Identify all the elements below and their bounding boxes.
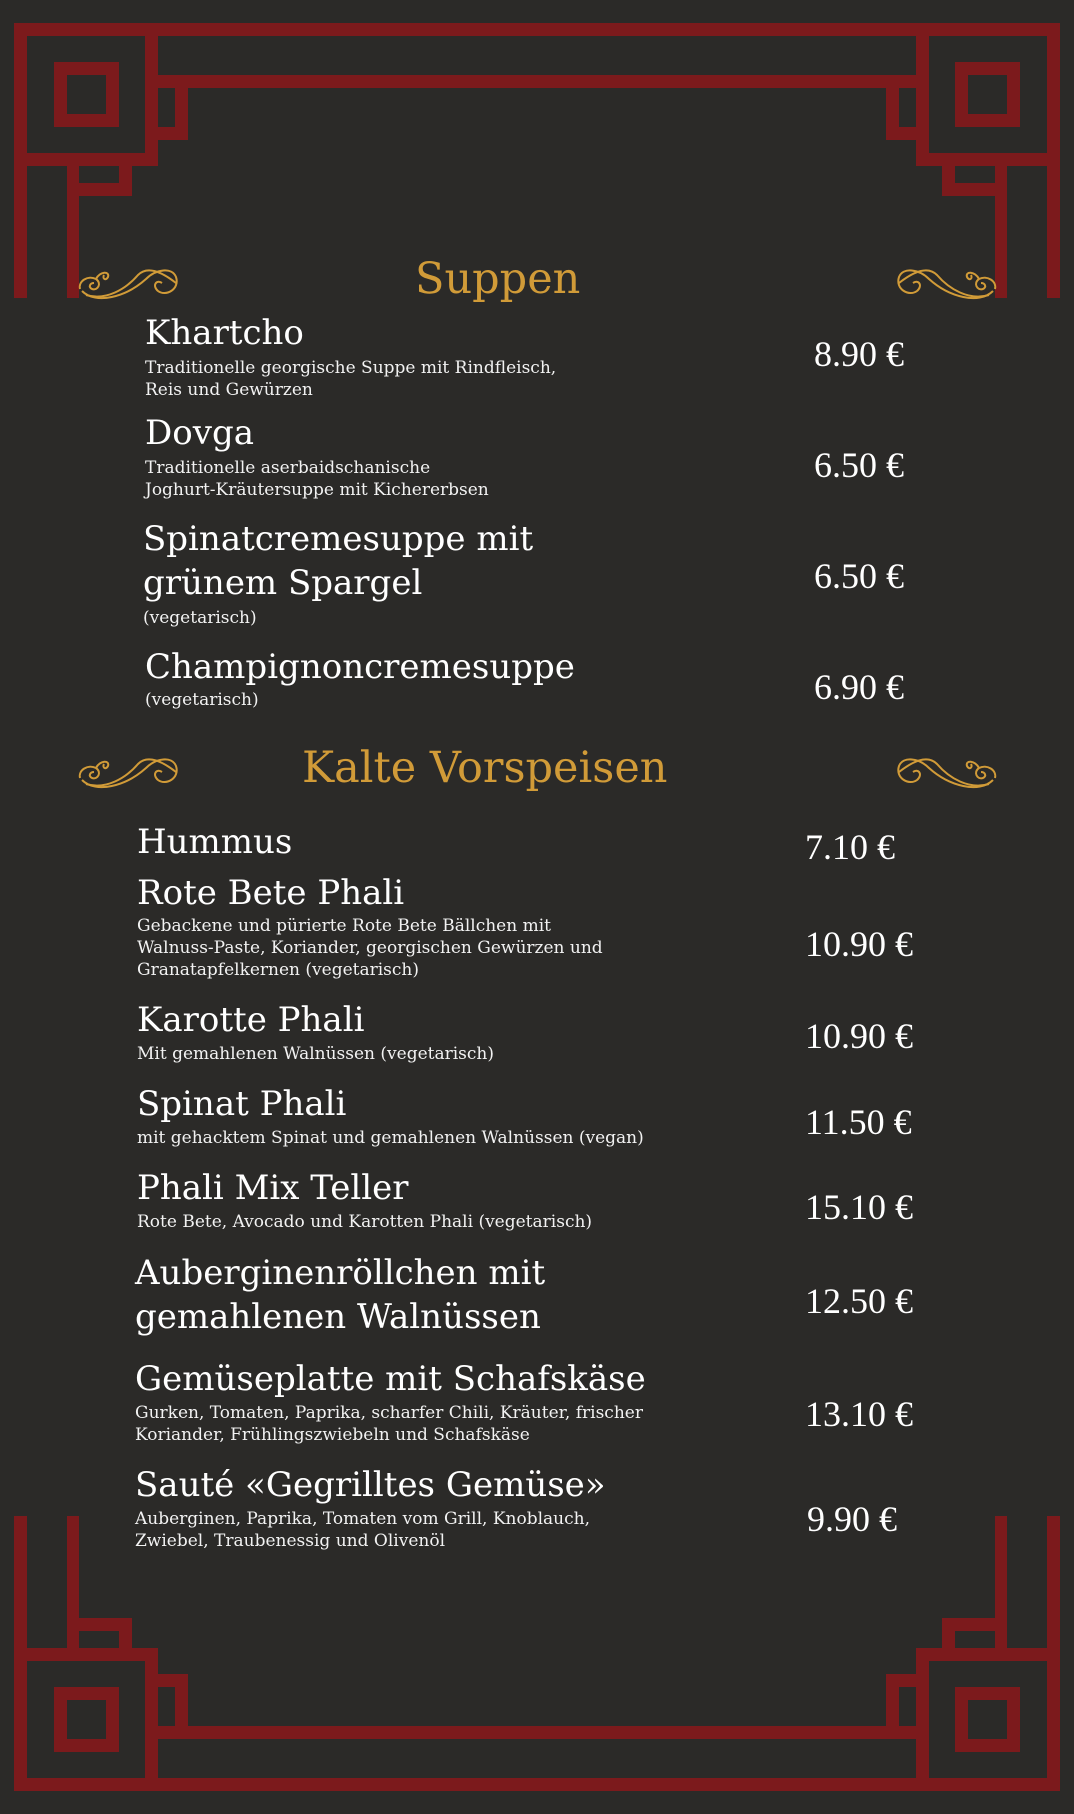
item-price: 10.90 €	[805, 924, 913, 964]
item-price: 15.10 €	[805, 1187, 913, 1227]
item-description: Granatapfelkernen (vegetarisch)	[137, 960, 420, 980]
item-price: 10.90 €	[805, 1016, 913, 1056]
item-name: Champignoncremesuppe	[145, 647, 575, 687]
item-name: Spinat Phali	[137, 1084, 347, 1124]
item-price: 12.50 €	[805, 1281, 913, 1321]
item-price: 9.90 €	[807, 1499, 897, 1539]
item-description: mit gehacktem Spinat und gemahlenen Walnüssen (vegan)	[137, 1128, 644, 1148]
item-description: Gurken, Tomaten, Paprika, scharfer Chili, Kräuter, frischer	[135, 1403, 643, 1423]
item-price: 7.10 €	[805, 827, 895, 867]
item-description: Rote Bete, Avocado und Karotten Phali (vegetarisch)	[137, 1212, 593, 1232]
swirl-ornament-icon	[76, 261, 182, 305]
item-description: Auberginen, Paprika, Tomaten vom Grill, Knoblauch,	[135, 1509, 590, 1529]
item-description: Gebackene und pürierte Rote Bete Bällchen mit	[137, 916, 551, 936]
item-price: 11.50 €	[805, 1102, 912, 1142]
item-name: Phali Mix Teller	[137, 1168, 409, 1208]
item-name: Gemüseplatte mit Schafskäse	[135, 1359, 646, 1399]
item-name: gemahlenen Walnüssen	[135, 1297, 541, 1337]
item-name: Rote Bete Phali	[137, 873, 405, 913]
item-description: Zwiebel, Traubenessig und Olivenöl	[135, 1531, 446, 1551]
item-name: Khartcho	[145, 313, 304, 353]
section-title-suppen: Suppen	[415, 254, 581, 304]
item-name: grünem Spargel	[143, 563, 423, 603]
item-price: 6.50 €	[814, 445, 904, 485]
item-price: 13.10 €	[805, 1394, 913, 1434]
section-title-kalte-vorspeisen: Kalte Vorspeisen	[302, 743, 668, 793]
item-description: (vegetarisch)	[145, 690, 259, 710]
item-price: 6.50 €	[814, 556, 904, 596]
item-description: Joghurt-Kräutersuppe mit Kichererbsen	[145, 480, 489, 500]
item-price: 8.90 €	[814, 334, 904, 374]
item-description: Mit gemahlenen Walnüssen (vegetarisch)	[137, 1044, 495, 1064]
swirl-ornament-icon	[893, 261, 999, 305]
item-name: Hummus	[137, 822, 293, 862]
item-description: (vegetarisch)	[143, 608, 257, 628]
item-description: Traditionelle georgische Suppe mit Rindfleisch,	[145, 358, 557, 378]
item-description: Reis und Gewürzen	[145, 380, 313, 400]
item-price: 6.90 €	[814, 667, 904, 707]
item-description: Traditionelle aserbaidschanische	[145, 458, 431, 478]
item-name: Auberginenröllchen mit	[135, 1253, 546, 1293]
item-description: Walnuss-Paste, Koriander, georgischen Gewürzen und	[137, 938, 603, 958]
item-name: Karotte Phali	[137, 1000, 365, 1040]
item-description: Koriander, Frühlingszwiebeln und Schafskäse	[135, 1425, 530, 1445]
item-name: Sauté «Gegrilltes Gemüse»	[135, 1465, 606, 1505]
item-name: Dovga	[145, 413, 254, 453]
swirl-ornament-icon	[893, 750, 999, 794]
swirl-ornament-icon	[76, 750, 182, 794]
item-name: Spinatcremesuppe mit	[143, 519, 534, 559]
